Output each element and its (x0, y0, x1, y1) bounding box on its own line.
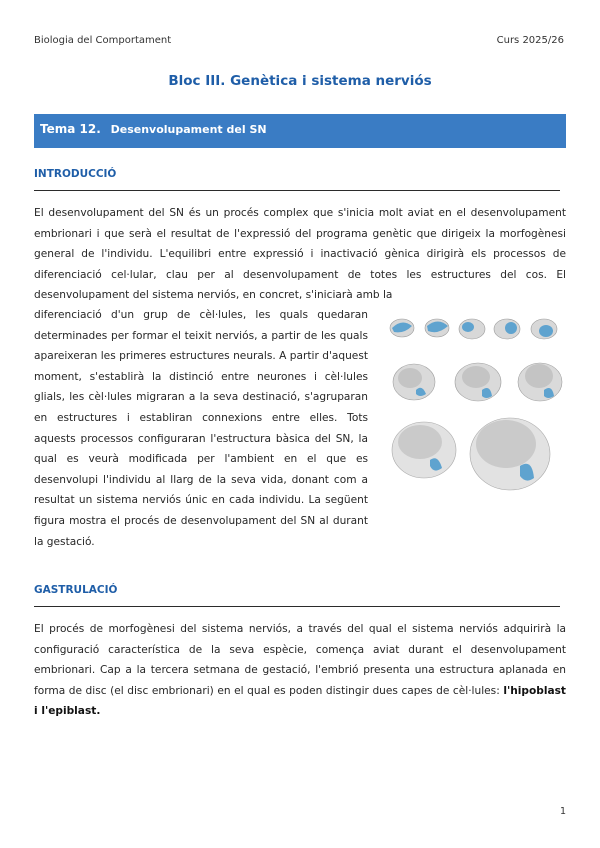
section-divider (34, 606, 560, 607)
tema-title: Desenvolupament del SN (110, 123, 267, 136)
gastrulacio-paragraph (34, 619, 566, 722)
section-heading-introduccio: INTRODUCCIÓ (34, 168, 117, 180)
section-divider (34, 190, 560, 191)
gastrulacio-bold-terms: l'hipoblast i l'epiblast. (34, 684, 566, 718)
header-course-year: Curs 2025/26 (496, 35, 564, 46)
page-number: 1 (559, 806, 566, 817)
tema-title-bar (34, 114, 566, 148)
gastrulacio-text: El procés de morfogènesi del sistema nerviós, a través del qual el sistema nerviós adquirirà la configuració característica de la seva espècie, comença aviat durant el desenvolupament embrionari. Cap a la tercera setmana de gestació, l'embrió presenta una estructura aplanada en forma de disc (el disc embrionari) en el qual es poden distingir dues capes de cèl·lules: (34, 623, 566, 697)
intro-paragraph-wrap: diferenciació d'un grup de cèl·lules, les quals quedaran determinades per formar el teixit nerviós, a partir de les quals apareixeran les primeres estructures neurals. A partir d'aquest moment, s'establirà la distinció entre neurones i cèl·lules glials, les cèl·lules migraran a la seva destinació, s'agruparan en estructures i establiran connexions entre elles. Tots aquests processos configuraran l'estructura bàsica del SN, la qual es veurà modificada per l'ambient en el que es desenvolupi l'individu al llarg de la seva vida, donant com a resultat un sistema nerviós únic en cada individu. La següent figura mostra el procés de desenvolupament del SN al durant la gestació. (34, 309, 368, 548)
brain-development-figure (386, 308, 566, 494)
section-heading-gastrulacio: GASTRULACIÓ (34, 584, 118, 596)
intro-paragraph: El desenvolupament del SN és un procés complex que s'inicia molt aviat en el desenvolupament embrionari i que serà el resultat de l'expressió del programa genètic que dirigeix la morfogènesi general de l'individu. L'equilibri entre expressió i inactivació gènica dirigirà els processos de diferenciació cel·lular, clau per al desenvolupament de totes les estructures del cos. El desenvolupament del sistema nerviós, en concret, s'iniciarà amb la (34, 207, 566, 302)
header-course-name: Biologia del Comportament (34, 35, 172, 46)
tema-number: Tema 12. (40, 122, 101, 136)
brain-development-stages-icon (386, 308, 566, 494)
bloc-title: Bloc III. Genètica i sistema nerviós (168, 73, 432, 89)
